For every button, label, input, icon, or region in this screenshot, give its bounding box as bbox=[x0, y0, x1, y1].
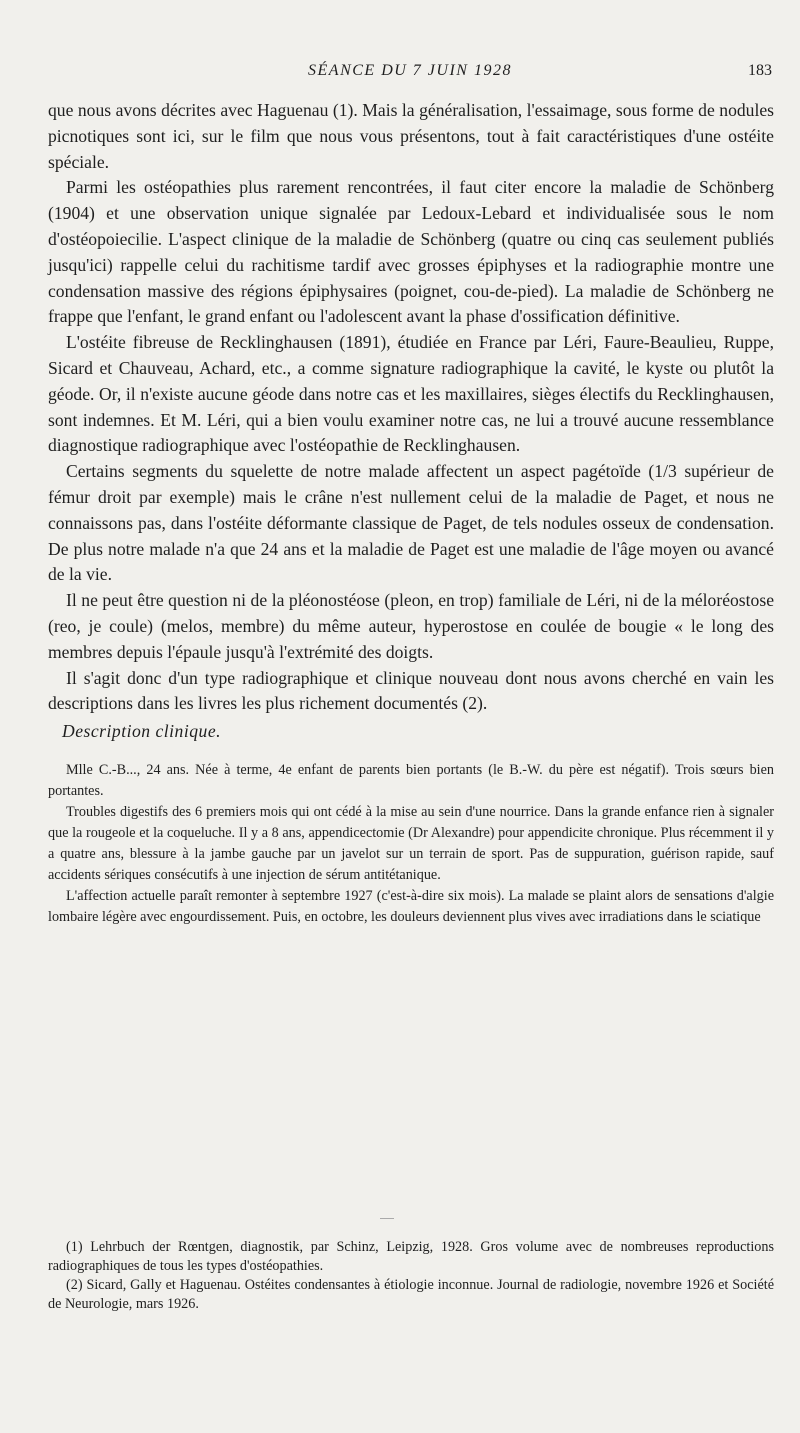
paragraph: L'ostéite fibreuse de Recklinghausen (1891), étudiée en France par Léri, Faure-Beaulieu, Ruppe, Sicard et Chauveau, Achard, etc., a comme signature radiographique la cavité, le kyste ou plutôt la géode. Or, il n'existe aucune géode dans notre cas et les maxillaires, sièges électifs du Recklinghausen, sont indemnes. Et M. Léri, qui a bien voulu examiner notre cas, ne lui a trouvé aucune ressemblance diagnostique radiographique avec l'ostéopathie de Recklinghausen. bbox=[48, 332, 774, 456]
main-text bbox=[48, 98, 774, 928]
running-header bbox=[48, 62, 772, 88]
footnotes bbox=[48, 1238, 774, 1314]
clinical-paragraph: Mlle C.-B..., 24 ans. Née à terme, 4e enfant de parents bien portants (le B.-W. du père est négatif). Trois sœurs bien portantes. bbox=[48, 762, 774, 800]
paragraph: Parmi les ostéopathies plus rarement rencontrées, il faut citer encore la maladie de Schönberg (1904) et une observation unique signalée par Ledoux-Lebard et individualisée sous le nom d'ostéopoiecilie. L'aspect clinique de la maladie de Schönberg (quatre ou cinq cas seulement publiés jusqu'ici) rappelle celui du rachitisme tardif avec grosses épiphyses et la radiographie montre une condensation massive des régions épiphysaires (poignet, cou-de-pied). La maladie de Schönberg ne frappe que l'enfant, le grand enfant ou l'adolescent avant la phase d'ossification définitive. bbox=[48, 177, 774, 327]
paragraph: Certains segments du squelette de notre malade affectent un aspect pagétoïde (1/3 supérieur de fémur droit par exemple) mais le crâne n'est nullement celui de la maladie de Paget, et nous ne connaissons pas, dans l'ostéite déformante classique de Paget, de tels nodules osseux de condensation. De plus notre malade n'a que 24 ans et la maladie de Paget est une maladie de l'âge moyen ou avancé de la vie. bbox=[48, 461, 774, 585]
header-title: SÉANCE DU 7 JUIN 1928 bbox=[308, 62, 512, 79]
paragraph: Il ne peut être question ni de la pléonostéose (pleon, en trop) familiale de Léri, ni de la méloréostose (reo, je coule) (melos, membre) du même auteur, hyperostose en coulée de bougie « le long des membres depuis l'épaule jusqu'à l'extrémité des doigts. bbox=[48, 590, 774, 662]
section-title: Description clinique. bbox=[62, 721, 222, 742]
clinical-paragraph: L'affection actuelle paraît remonter à septembre 1927 (c'est-à-dire six mois). La malade se plaint alors de sensations d'algie lombaire légère avec engourdissement. Puis, en octobre, les douleurs deviennent plus vives avec irradiations dans le sciatique bbox=[48, 888, 774, 926]
footnote: (2) Sicard, Gally et Haguenau. Ostéites condensantes à étiologie inconnue. Journal de radiologie, novembre 1926 et Société de Neurologie, mars 1926. bbox=[48, 1277, 774, 1312]
footnote: (1) Lehrbuch der Rœntgen, diagnostik, par Schinz, Leipzig, 1928. Gros volume avec de nombreuses reproductions radiographiques de tous les types d'ostéopathies. bbox=[48, 1239, 774, 1274]
paragraph: que nous avons décrites avec Haguenau (1). Mais la généralisation, l'essaimage, sous forme de nodules picnotiques sont ici, sur le film que nous vous présentons, tout à fait caractéristiques d'une ostéite spéciale. bbox=[48, 100, 774, 172]
clinical-paragraph: Troubles digestifs des 6 premiers mois qui ont cédé à la mise au sein d'une nourrice. Dans la grande enfance rien à signaler que la rougeole et la coqueluche. Il y a 8 ans, appendicectomie (Dr Alexandre) pour appendicite chronique. Plus récemment il y a quatre ans, blessure à la jambe gauche par un javelot sur un terrain de sport. Pas de suppuration, guérison rapide, sauf accidents sériques consécutifs à une injection de sérum antitétanique. bbox=[48, 804, 774, 884]
paragraph: Il s'agit donc d'un type radiographique et clinique nouveau dont nous avons cherché en vain les descriptions dans les livres les plus richement documentés (2). bbox=[48, 667, 774, 714]
footnote-rule bbox=[380, 1218, 394, 1219]
page-number: 183 bbox=[748, 62, 772, 79]
